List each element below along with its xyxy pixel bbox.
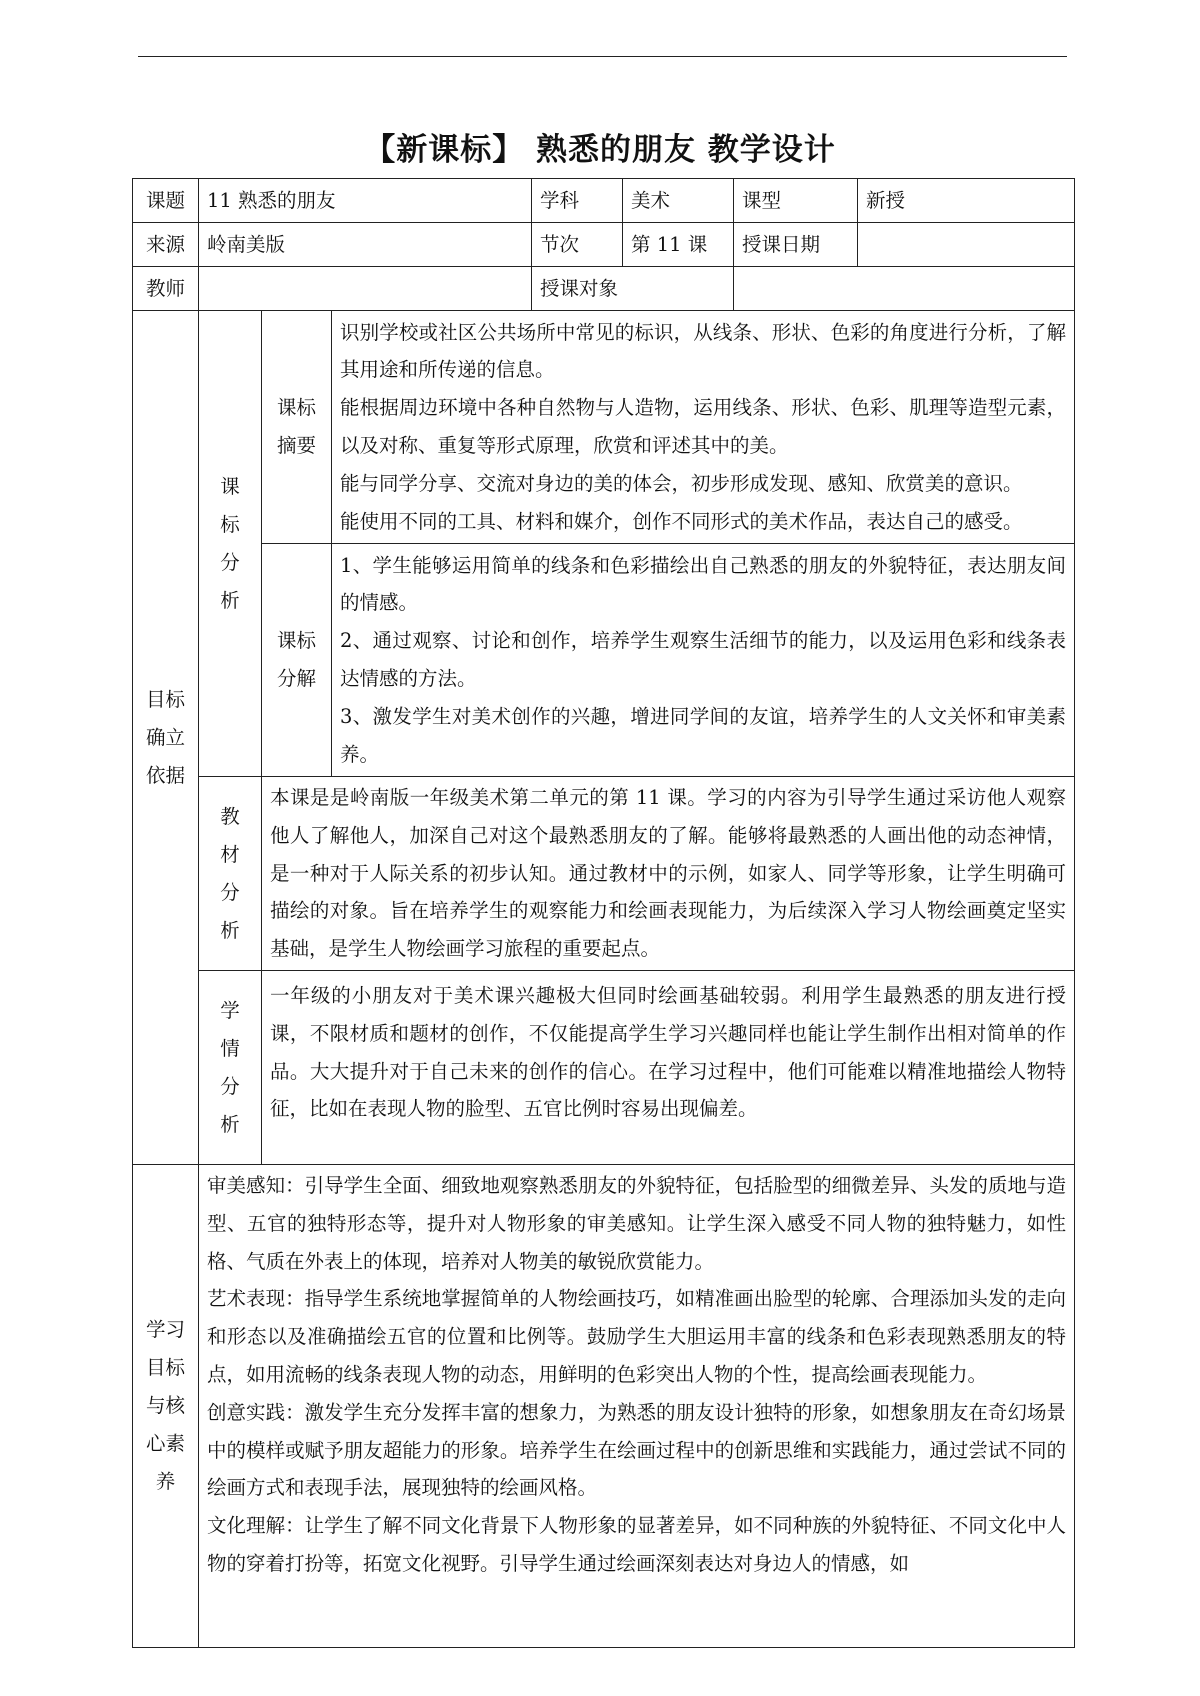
source-label: 来源: [133, 223, 199, 267]
source-value: 岭南美版: [199, 223, 532, 267]
student-analysis-content: 一年级的小朋友对于美术课兴趣极大但同时绘画基础较弱。利用学生最熟悉的朋友进行授课，不限材质和题材的创作，不仅能提高学生学习兴趣同样也能让学生制作出相对简单的作品。大大提升对于自己未来的创作的信心。在学习过程中，他们可能难以精准地描绘人物特征，比如在表现人物的脸型、五官比例时容易出现偏差。: [262, 971, 1075, 1165]
header-rule: [138, 56, 1067, 57]
table-row: [133, 223, 1075, 267]
document-title: 【新课标】 熟悉的朋友 教学设计: [364, 132, 836, 168]
table-row: [133, 311, 1075, 544]
summary-label: 课标 摘要: [262, 311, 332, 544]
table-row: [133, 267, 1075, 311]
table-row: [133, 1165, 1075, 1648]
goals-content: 审美感知：引导学生全面、细致地观察熟悉朋友的外貌特征，包括脸型的细微差异、头发的质地与造型、五官的独特形态等，提升对人物形象的审美感知。让学生深入感受不同人物的独特魅力，如性格、气质在外表上的体现，培养对人物美的敏锐欣赏能力。 艺术表现：指导学生系统地掌握简单的人物绘画技巧，如精准画出脸型的轮廓、合理添加头发的走向和形态以及准确描绘五官的位置和比例等。鼓励学生大胆运用丰富的线条和色彩表现熟悉朋友的特点，如用流畅的线条表现人物的动态，用鲜明的色彩突出人物的个性，提高绘画表现能力。 创意实践：激发学生充分发挥丰富的想象力，为熟悉的朋友设计独特的形象，如想象朋友在奇幻场景中的模样或赋予朋友超能力的形象。培养学生在绘画过程中的创新思维和实践能力，通过尝试不同的绘画方式和表现手法，展现独特的绘画风格。 文化理解：让学生了解不同文化背景下人物形象的显著差异，如不同种族的外貌特征、不同文化中人物的穿着打扮等，拓宽文化视野。引导学生通过绘画深刻表达对身边人的情感，如: [199, 1165, 1075, 1648]
section-label: 节次: [532, 223, 623, 267]
table-row: [133, 971, 1075, 1165]
table-row: [133, 179, 1075, 223]
table-row: [133, 544, 1075, 777]
date-label: 授课日期: [734, 223, 858, 267]
textbook-analysis-content: 本课是是岭南版一年级美术第二单元的第 11 课。学习的内容为引导学生通过采访他人观察他人了解他人，加深自己对这个最熟悉朋友的了解。能够将最熟悉的人画出他的动态神情，是一种对于人际关系的初步认知。通过教材中的示例，如家人、同学等形象，让学生明确可描绘的对象。旨在培养学生的观察能力和绘画表现能力，为后续深入学习人物绘画奠定坚实基础，是学生人物绘画学习旅程的重要起点。: [262, 777, 1075, 971]
audience-value: [734, 267, 1075, 311]
type-value: 新授: [858, 179, 1075, 223]
audience-label: 授课对象: [532, 267, 734, 311]
lesson-plan-table: [132, 178, 1075, 1648]
textbook-analysis-label: 教 材 分 析: [199, 777, 262, 971]
standard-analysis-label: 课 标 分 析: [199, 311, 262, 777]
basis-label: 目标 确立 依据: [133, 311, 199, 1165]
goals-label: 学习 目标 与核 心素 养: [133, 1165, 199, 1648]
summary-content: 识别学校或社区公共场所中常见的标识，从线条、形状、色彩的角度进行分析，了解其用途和所传递的信息。 能根据周边环境中各种自然物与人造物，运用线条、形状、色彩、肌理等造型元素，以及对称、重复等形式原理，欣赏和评述其中的美。 能与同学分享、交流对身边的美的体会，初步形成发现、感知、欣赏美的意识。 能使用不同的工具、材料和媒介，创作不同形式的美术作品，表达自己的感受。: [332, 311, 1075, 544]
subject-label: 学科: [532, 179, 623, 223]
student-analysis-label: 学 情 分 析: [199, 971, 262, 1165]
subject-value: 美术: [623, 179, 734, 223]
topic-value: 11 熟悉的朋友: [199, 179, 532, 223]
section-value: 第 11 课: [623, 223, 734, 267]
topic-label: 课题: [133, 179, 199, 223]
breakdown-content: 1、学生能够运用简单的线条和色彩描绘出自己熟悉的朋友的外貌特征，表达朋友间的情感。 2、通过观察、讨论和创作，培养学生观察生活细节的能力，以及运用色彩和线条表达情感的方法。 3、激发学生对美术创作的兴趣，增进同学间的友谊，培养学生的人文关怀和审美素养。: [332, 544, 1075, 777]
type-label: 课型: [734, 179, 858, 223]
table-row: [133, 777, 1075, 971]
teacher-value: [199, 267, 532, 311]
teacher-label: 教师: [133, 267, 199, 311]
breakdown-label: 课标 分解: [262, 544, 332, 777]
date-value: [858, 223, 1075, 267]
